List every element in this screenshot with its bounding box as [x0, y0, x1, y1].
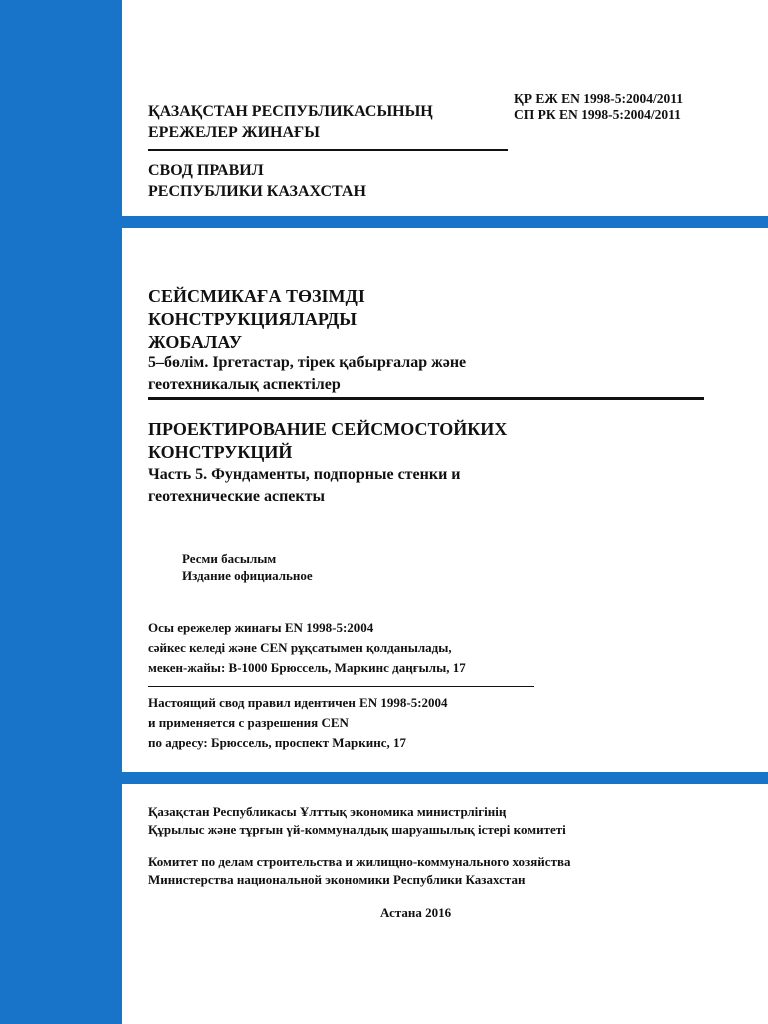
top-blue-stripe [0, 216, 768, 228]
header-ru [148, 160, 366, 202]
header-ru-line: СВОД ПРАВИЛ [148, 162, 264, 179]
title-kz [148, 285, 365, 354]
header-kz [148, 101, 433, 143]
edition [182, 550, 313, 584]
note-kz-line: Осы ережелер жинағы EN 1998-5:2004 [148, 620, 374, 635]
part-ru-line: геотехнические аспекты [148, 488, 325, 505]
organization-ru-line: Министерства национальной экономики Республики Казахстан [148, 872, 526, 887]
code-kz: ҚР ЕЖ EN 1998-5:2004/2011 [514, 91, 684, 106]
part-kz [148, 352, 466, 396]
note-ru-line: по адресу: Брюссель, проспект Маркинс, 17 [148, 735, 406, 750]
document-codes [514, 91, 683, 123]
note-ru [148, 693, 448, 753]
organization-ru [148, 853, 570, 889]
header-kz-line: ҚАЗАҚСТАН РЕСПУБЛИКАСЫНЫҢ [148, 103, 433, 120]
note-ru-line: и применяется с разрешения CEN [148, 715, 349, 730]
note-ru-line: Настоящий свод правил идентичен EN 1998-5:2004 [148, 695, 448, 710]
edition-kz: Ресми басылым [182, 551, 277, 566]
edition-ru: Издание официальное [182, 568, 313, 583]
note-kz-line: сәйкес келеді және CEN рұқсатымен қолданылады, [148, 640, 452, 655]
header-kz-line: ЕРЕЖЕЛЕР ЖИНАҒЫ [148, 124, 320, 141]
header-divider [148, 149, 508, 151]
title-kz-line: СЕЙСМИКАҒА ТӨЗІМДІ [148, 286, 365, 306]
title-divider [148, 397, 704, 400]
part-kz-line: 5–бөлім. Іргетастар, тірек қабырғалар және [148, 354, 467, 371]
organization-kz [148, 803, 566, 839]
title-ru-line: КОНСТРУКЦИЙ [148, 442, 293, 462]
organization-ru-line: Комитет по делам строительства и жилищно-коммунального хозяйства [148, 854, 571, 869]
organization-kz-line: Қазақстан Республикасы Ұлттық экономика министрлігінің [148, 804, 507, 819]
title-ru [148, 418, 507, 464]
note-divider [148, 686, 534, 687]
part-kz-line: геотехникалық аспектілер [148, 376, 341, 393]
part-ru [148, 464, 461, 508]
note-kz-line: мекен-жайы: B-1000 Брюссель, Маркинс даңғылы, 17 [148, 660, 466, 675]
part-ru-line: Часть 5. Фундаменты, подпорные стенки и [148, 466, 461, 483]
title-ru-line: ПРОЕКТИРОВАНИЕ СЕЙСМОСТОЙКИХ [148, 419, 508, 439]
bottom-blue-stripe [0, 772, 768, 784]
title-kz-line: КОНСТРУКЦИЯЛАРДЫ [148, 309, 357, 329]
title-kz-line: ЖОБАЛАУ [148, 332, 243, 352]
note-kz [148, 618, 466, 678]
left-blue-band [0, 0, 122, 1024]
city-year: Астана 2016 [380, 905, 452, 920]
organization-kz-line: Құрылыс және тұрғын үй-коммуналдық шаруашылық істері комитеті [148, 822, 566, 837]
header-ru-line: РЕСПУБЛИКИ КАЗАХСТАН [148, 183, 366, 200]
code-ru: СП РК EN 1998-5:2004/2011 [514, 107, 681, 122]
